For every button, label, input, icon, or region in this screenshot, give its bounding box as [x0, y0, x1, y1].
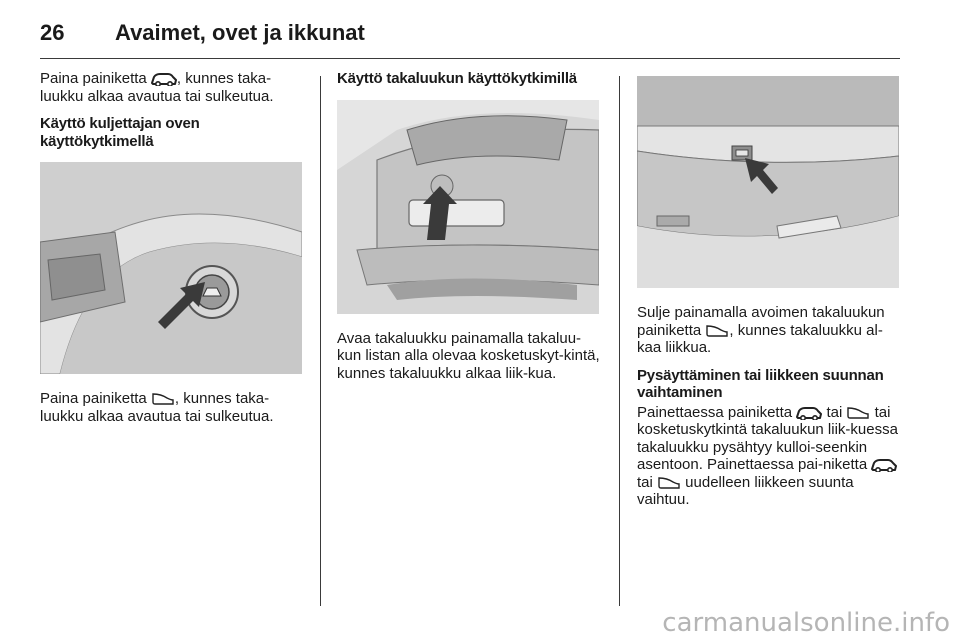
tailgate-switch-icon	[846, 406, 870, 420]
paragraph: Paina painiketta , kunnes taka-luukku alkaa avautua tai sulkeutua.	[40, 70, 274, 105]
paragraph: Sulje painamalla avoimen takaluukun painiketta , kunnes takaluukku al-kaa liikkua.	[637, 304, 885, 356]
column-1	[40, 70, 305, 435]
tailgate-close-button-illustration	[637, 76, 899, 288]
section-heading: Käyttö kuljettajan oven käyttökytkimellä	[40, 115, 200, 150]
section-heading: Käyttö takaluukun käyttökytkimillä	[337, 70, 577, 87]
car-tailgate-icon	[796, 406, 822, 420]
tailgate-switch-icon	[151, 392, 175, 406]
car-tailgate-icon	[871, 458, 897, 472]
tailgate-switch-illustration	[337, 100, 599, 314]
paragraph: Painettaessa painiketta tai tai kosketuskytkintä takaluukun liik-kuessa takaluukku pysähtyy kulloi-seenkin asentoon. Painettaessa pai-niketta tai uudelleen liikkeen suunta vaihtuu.	[637, 403, 898, 508]
page-header	[40, 12, 900, 59]
paragraph: Avaa takaluukku painamalla takaluu-kun listan alla olevaa kosketuskyt-kintä, kunnes takaluukku alkaa liik-kua.	[337, 329, 600, 382]
paragraph: Paina painiketta , kunnes taka-luukku alkaa avautua tai sulkeutua.	[40, 390, 274, 425]
column-divider	[619, 76, 620, 606]
car-tailgate-icon	[151, 72, 177, 86]
page-title: Avaimet, ovet ja ikkunat	[115, 20, 365, 45]
tailgate-switch-icon	[705, 324, 729, 338]
driver-door-switch-illustration	[40, 162, 302, 374]
page-number: 26	[40, 20, 65, 45]
column-divider	[320, 76, 321, 606]
column-2	[337, 70, 605, 392]
tailgate-switch-icon	[657, 476, 681, 490]
column-3	[637, 70, 905, 519]
section-heading: Pysäyttäminen tai liikkeen suunnan vaihtaminen	[637, 366, 884, 401]
watermark: carmanualsonline.info	[662, 608, 950, 638]
